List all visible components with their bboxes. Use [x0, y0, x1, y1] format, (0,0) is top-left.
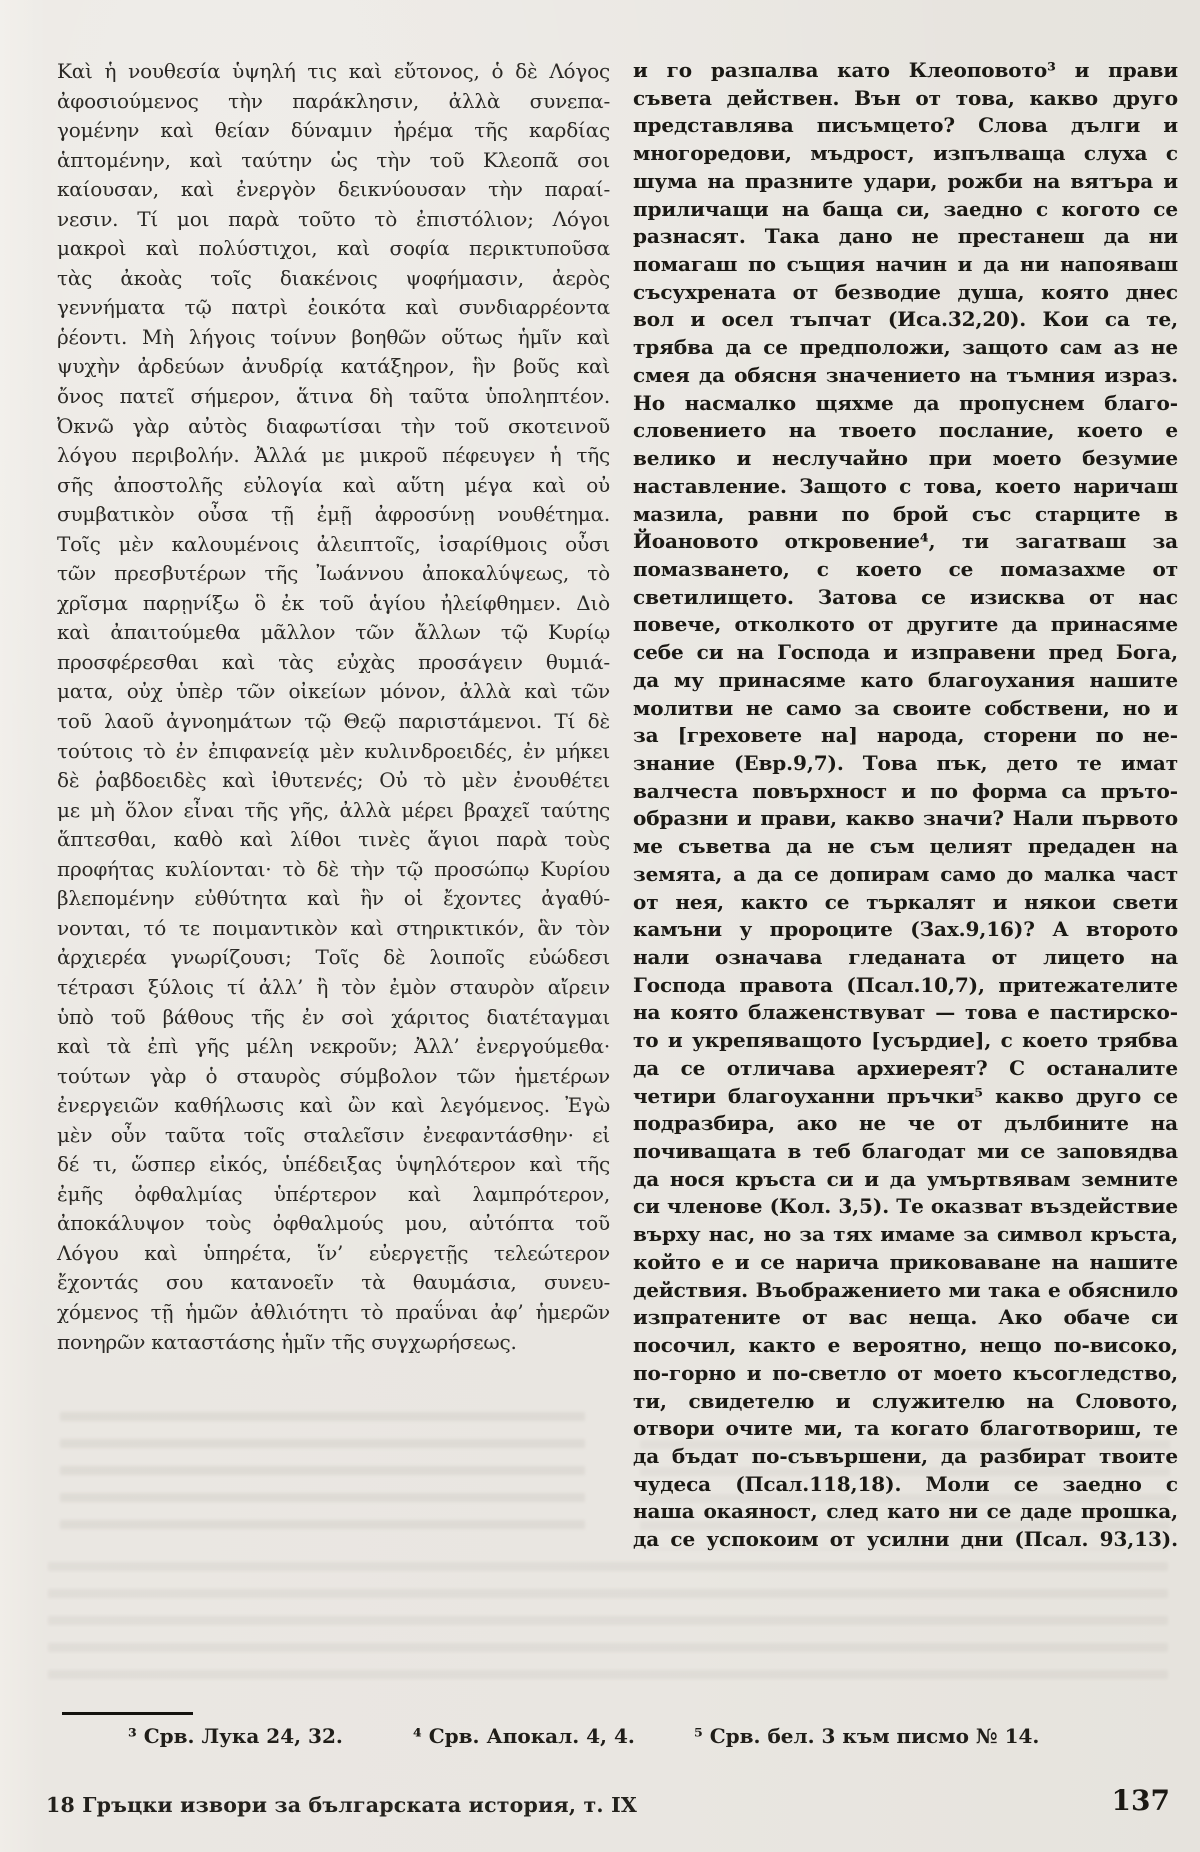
text-line: по-горно и по-светло от моето късогледство, — [633, 1360, 1178, 1385]
text-line: τῶν πρεσβυτέρων τῆς Ἰωάννου ἀποκαλύψεως, τὸ — [57, 561, 610, 586]
text-line: земята, а да се допирам само до малка част — [633, 861, 1178, 886]
text-line: върху нас, но за тях имаме за символ кръста, — [633, 1222, 1178, 1247]
text-line: разнасят. Така дано не престанеш да ни — [633, 224, 1178, 249]
text-line: четири благоуханни пръчки⁵ какво друго се — [633, 1083, 1178, 1108]
text-line: καίουσαν, καὶ ἐνεργὸν δεικνύουσαν τὴν παραί- — [57, 177, 610, 202]
text-line: представлява писъмцето? Слова дълги и — [633, 113, 1178, 138]
text-line: με μὴ ὅλον εἶναι τῆς γῆς, ἀλλὰ μέρει βραχεῖ ταύτης — [57, 797, 610, 822]
text-line: шума на празните удари, рожби на вятъра и — [633, 168, 1178, 193]
text-line: χρῖσμα παρῃνίξω ὃ ἐκ τοῦ ἁγίου ἠλείφθημεν. Διὸ — [57, 590, 610, 615]
text-line: προφήτας κυλίονται· τὸ δὲ τὴν τῷ προσώπῳ Κυρίου — [57, 856, 610, 881]
text-line: чудеса (Псал.118,18). Моли се заедно с — [633, 1471, 1178, 1496]
text-line: отвори очите ми, та когато благотвориш, те — [633, 1416, 1178, 1441]
text-line: светилището. Затова се изисква от нас — [633, 584, 1178, 609]
text-line: ἅπτεσθαι, καθὸ καὶ λίθοι τινὲς ἅγιοι παρὰ τοὺς — [57, 827, 610, 852]
text-line: ψυχὴν ἀρδεύων ἀνυδρίᾳ κατάξηρον, ἣν βοῦς καὶ — [57, 354, 610, 379]
text-line: καὶ ἀπαιτούμεθα μᾶλλον τῶν ἄλλων τῷ Κυρίῳ — [57, 620, 610, 645]
text-line: Йоановото откровение⁴, ти загатваш за — [633, 529, 1178, 554]
text-line: повече, отколкото от другите да принасяме — [633, 612, 1178, 637]
text-line: Но насмалко щяхме да пропуснем благо- — [633, 390, 1178, 415]
text-line: ἀποκάλυψον τοὺς ὀφθαλμούς μου, αὐτόπτα τοῦ — [57, 1211, 610, 1236]
text-line: то и укрепяващото [усърдие], с което трябва — [633, 1028, 1178, 1053]
text-line: знание (Евр.9,7). Това пък, дето те имат — [633, 750, 1178, 775]
footnote-divider — [62, 1712, 193, 1715]
footnote-4: ⁴ Срв. Апокал. 4, 4. — [413, 1724, 635, 1748]
text-line: на която блаженствуват — това е пастирско- — [633, 1000, 1178, 1025]
text-line: ἁπτομένην, καὶ ταύτην ὡς τὴν τοῦ Κλεοπᾶ σοι — [57, 147, 610, 172]
text-line: почиващата в теб благодат ми се заповядва — [633, 1139, 1178, 1164]
text-line: ἀρχιερέα γνωρίζουσι; Τοῖς δὲ λοιποῖς εὐώδεσι — [57, 945, 610, 970]
text-line: μακροὶ καὶ πολύστιχοι, καὶ σοφία περικτυποῦσα — [57, 236, 610, 261]
text-line: δέ τι, ὥσπερ εἰκός, ὑπέδειξας ὑψηλότερον καὶ τῆς — [57, 1152, 610, 1177]
text-line: от нея, както се търкалят и някои свети — [633, 889, 1178, 914]
text-line: подразбира, ако не че от дълбините на — [633, 1111, 1178, 1136]
text-line: да нося кръста си и да умъртвявам земните — [633, 1166, 1178, 1191]
text-line: ὄνος πατεῖ σήμερον, ἅτινα δὴ ταῦτα ὑποληπτέον. — [57, 384, 610, 409]
text-line: за [греховете на] народа, сторени по не- — [633, 723, 1178, 748]
text-line: действия. Въображението ми така е обяснило — [633, 1277, 1178, 1302]
text-line: νονται, τό τε ποιμαντικὸν καὶ στηρικτικόν, ἃν τὸν — [57, 915, 610, 940]
text-line: който е и се нарича приковаване на нашите — [633, 1249, 1178, 1274]
running-title: 18 Гръцки извори за българската история, т. IX — [46, 1793, 637, 1817]
page-number: 137 — [1111, 1784, 1170, 1817]
footnotes-row — [0, 1724, 1200, 1758]
text-line: да му принасяме като благоухания нашите — [633, 667, 1178, 692]
text-line: да се отличава архиереят? С останалите — [633, 1055, 1178, 1080]
text-line: себе си на Господа и изправени пред Бога, — [633, 640, 1178, 665]
greek-text-column — [57, 57, 610, 1357]
text-line: многоредови, мъдрост, изпълваща слуха с — [633, 141, 1178, 166]
text-line: ῥέοντι. Μὴ λήγοις τοίνυν βοηθῶν οὕτως ἡμῖν καὶ — [57, 324, 610, 349]
text-line: посочил, както е вероятно, нещо по-високо, — [633, 1333, 1178, 1358]
text-line: наша окаяност, след като ни се даде прошка, — [633, 1499, 1178, 1524]
text-line: и го разпалва като Клеоповото³ и прави — [633, 58, 1178, 82]
text-line: ме съветва да не съм целият предаден на — [633, 834, 1178, 859]
text-line: ἔχοντάς σου κατανοεῖν τὰ θαυμάσια, συνευ- — [57, 1270, 610, 1295]
text-line: молитви не само за своите собствени, но и — [633, 695, 1178, 720]
text-line: ἀφοσιούμενος τὴν παράκλησιν, ἀλλὰ συνεπα- — [57, 88, 610, 113]
text-line: приличащи на баща си, заедно с когото се — [633, 196, 1178, 221]
text-line: ἐνεργειῶν καθήλωσις καὶ ὢν καὶ λεγόμενος. Ἐγὼ — [57, 1093, 610, 1118]
text-line: προσφέρεσθαι καὶ τὰς εὐχὰς προσάγειν θυμιά- — [57, 649, 610, 674]
text-line: ти, свидетелю и служителю на Словото, — [633, 1388, 1178, 1413]
text-line: нали означава гледаната от лицето на — [633, 945, 1178, 969]
page-bleedthrough — [60, 1412, 585, 1542]
text-line: наставление. Защото с това, което наричаш — [633, 473, 1178, 498]
footnote-3: ³ Срв. Лука 24, 32. — [128, 1724, 343, 1748]
text-line: βλεπομένην εὐθύτητα καὶ ἣν οἱ ἔχοντες ἀγαθύ- — [57, 886, 610, 911]
page-bleedthrough — [48, 1562, 1168, 1687]
text-line: Господа правота (Псал.10,7), притежателите — [633, 972, 1178, 997]
text-line: λόγου περιβολήν. Ἀλλά με μικροῦ πέφευγεν ἡ τῆς — [57, 443, 610, 468]
text-line: πονηρῶν καταστάσης ἡμῖν τῆς συγχωρήσεως. — [57, 1329, 517, 1354]
text-line: съсухрената от безводие душа, която днес — [633, 279, 1178, 304]
text-line: помагаш по същия начин и да ни напояваш — [633, 252, 1178, 277]
text-line: τὰς ἀκοὰς τοῖς διακένοις ψοφήμασιν, ἀερὸς — [57, 265, 610, 290]
text-line: да бъдат по-съвършени, да разбират твоите — [633, 1443, 1178, 1468]
text-line: образни и прави, какво значи? Нали първото — [633, 806, 1178, 831]
bulgarian-text-column — [633, 57, 1178, 1554]
text-line: τούτων γὰρ ὁ σταυρὸς σύμβολον τῶν ἡμετέρων — [57, 1063, 610, 1088]
text-line: валчеста повърхност и по форма са пръто- — [633, 778, 1178, 803]
text-line: да се успокоим от усилни дни (Псал. 93,13). — [633, 1527, 1178, 1552]
text-line: δὲ ῥαβδοειδὲς καὶ ἰθυτενές; Οὐ τὸ μὲν ἐνουθέτει — [57, 768, 610, 793]
text-line: ματα, οὐχ ὑπὲρ τῶν οἰκείων μόνον, ἀλλὰ καὶ τῶν — [57, 679, 610, 704]
footnote-5: ⁵ Срв. бел. 3 към писмо № 14. — [694, 1724, 1040, 1748]
text-line: καὶ τὰ ἐπὶ γῆς μέλη νεκροῦν; Ἀλλ’ ἐνεργούμεθα· — [57, 1034, 610, 1059]
text-line: ὑπὸ τοῦ βάθους τῆς ἐν σοὶ χάριτος διατέταγμαι — [57, 1004, 610, 1029]
text-line: σῆς ἀποστολῆς εὐλογία καὶ αὕτη μέγα καὶ οὐ — [57, 472, 610, 497]
text-line: νεσιν. Τί μοι παρὰ τοῦτο τὸ ἐπιστόλιον; Λόγοι — [57, 206, 610, 231]
text-line: γομένην καὶ θείαν δύναμιν ἠρέμα τῆς καρδίας — [57, 118, 610, 143]
text-line: ἐμῆς ὀφθαλμίας ὑπέρτερον καὶ λαμπρότερον, — [57, 1181, 610, 1206]
text-line: трябва да се предположи, защото сам аз не — [633, 335, 1178, 360]
text-line: велико и неслучайно при моето безумие — [633, 446, 1178, 471]
text-line: вол и осел тъпчат (Иса.32,20). Кои са те, — [633, 307, 1178, 332]
text-line: съвета действен. Вън от това, какво друго — [633, 85, 1178, 110]
text-line: мазила, равни по брой със старците в — [633, 501, 1178, 526]
text-line: Καὶ ἡ νουθεσία ὑψηλή τις καὶ εὔτονος, ὁ δὲ Λόγος — [57, 59, 610, 83]
text-line: μὲν οὖν ταῦτα τοῖς σταλεῖσιν ἐνεφαντάσθην· εἰ — [57, 1122, 610, 1147]
text-line: γεννήματα τῷ πατρὶ ἐοικότα καὶ συνδιαρρέοντα — [57, 295, 610, 320]
text-line: словението на твоето послание, което е — [633, 418, 1178, 443]
text-line: помазването, с което се помазахме от — [633, 556, 1178, 581]
text-line: χόμενος τῇ ἡμῶν ἀθλιότητι τὸ πραΰναι ἀφ’ ἡμερῶν — [57, 1299, 610, 1324]
text-line: τέτρασι ξύλοις τί ἀλλ’ ἢ τὸν ἐμὸν σταυρὸν αἴρειν — [57, 974, 610, 999]
text-line: Τοῖς μὲν καλουμένοις ἀλειπτοῖς, ἰσαρίθμοις οὖσι — [57, 531, 610, 556]
text-line: смея да обясня значението на тъмния израз. — [633, 362, 1178, 387]
text-line: τούτοις τὸ ἐν ἐπιφανείᾳ μὲν κυλινδροειδές, ἐν μήκει — [57, 738, 610, 763]
text-line: τοῦ λαοῦ ἀγνοημάτων τῷ Θεῷ παριστάμενοι. Τί δὲ — [57, 709, 610, 734]
text-line: камъни у пророците (Зах.9,16)? А второто — [633, 917, 1178, 942]
text-line: изпратените от вас неща. Ако обаче си — [633, 1305, 1178, 1330]
text-line: συμβατικὸν οὖσα τῇ ἐμῇ ἀφροσύνῃ νουθέτημα. — [57, 502, 610, 527]
text-line: Λόγου καὶ ὑπηρέτα, ἵν’ εὐεργετῇς τελεώτερον — [57, 1240, 610, 1265]
text-line: си членове (Кол. 3,5). Те оказват въздействие — [633, 1194, 1178, 1219]
text-line: Ὀκνῶ γὰρ αὐτὸς διαφωτίσαι τὴν τοῦ σκοτεινοῦ — [57, 413, 610, 438]
